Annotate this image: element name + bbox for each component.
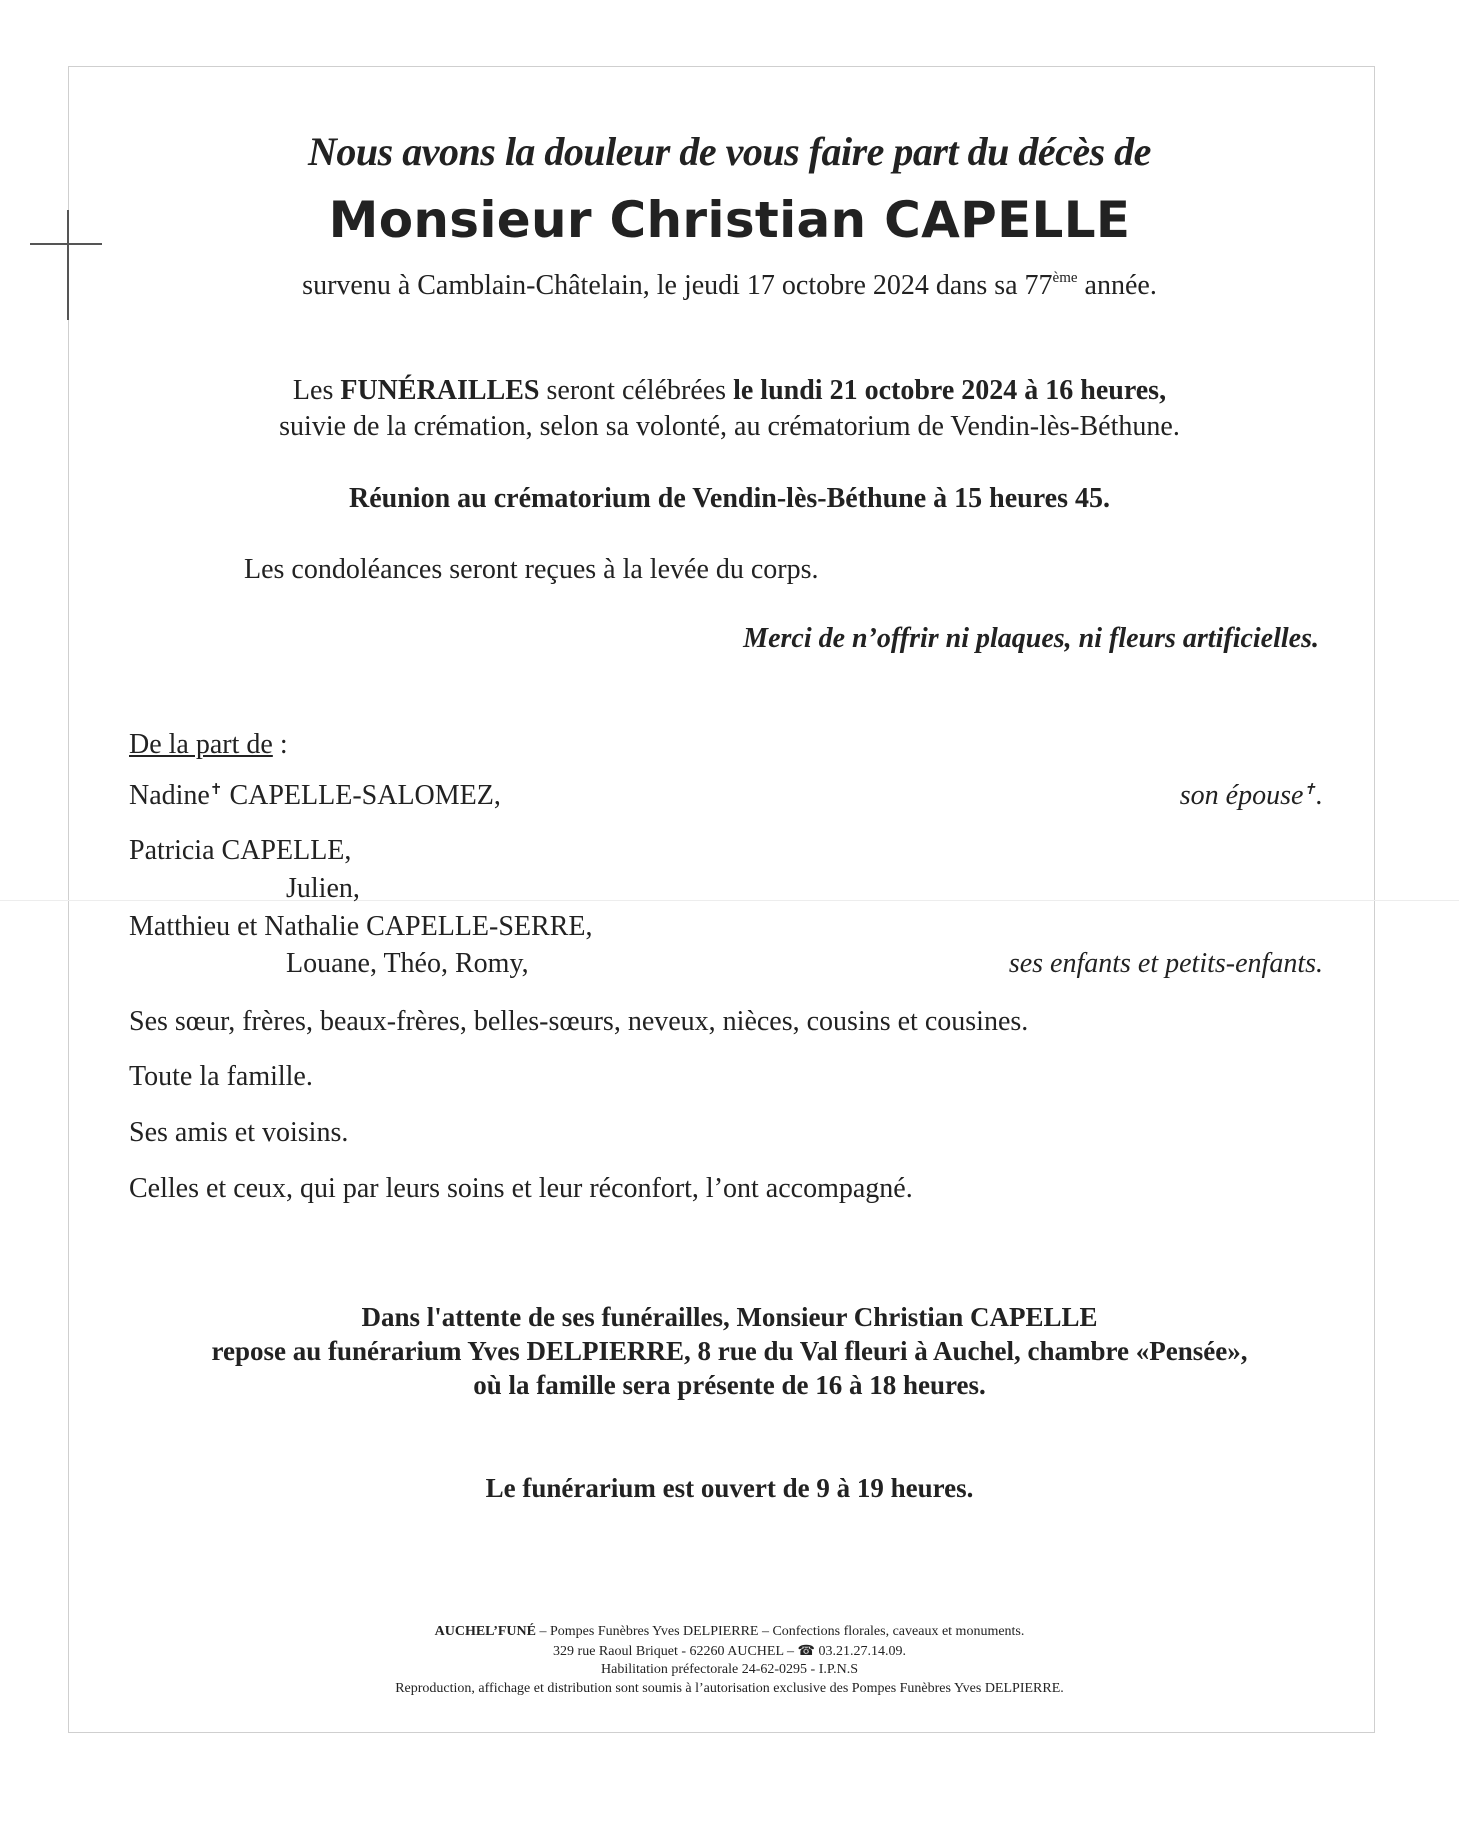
spouse-first-name: Nadine [129,780,210,811]
death-prefix: survenu à Camblain-Châtelain, le jeudi 17 octobre 2024 dans sa 77 [302,270,1053,301]
funerals-mid: seront célébrées [539,375,734,406]
resting-line-1: Dans l'attente de ses funérailles, Monsieur Christian CAPELLE [361,1302,1098,1332]
death-suffix: année. [1077,270,1157,301]
funerals-date: le lundi 21 octobre 2024 à 16 heures, [733,375,1167,406]
deceased-name: Monsieur Christian CAPELLE [328,191,1131,249]
children-relation: ses enfants et petits-enfants. [1008,948,1323,979]
footer-company-line [0,1624,1459,1640]
child-2: Matthieu et Nathalie CAPELLE-SERRE, [129,911,593,942]
deceased-cross-icon: ✝ [1303,782,1316,798]
resting-line-3: où la famille sera présente de 16 à 18 heures. [473,1370,986,1400]
friends-line: Ses amis et voisins. [129,1117,349,1148]
condolences-line: Les condoléances seront reçues à la levée du corps. [244,554,819,585]
spouse-name [129,780,501,812]
footer-company: AUCHEL’FUNÉ [434,1624,536,1639]
resting-line-2: repose au funérarium Yves DELPIERRE, 8 rue du Val fleuri à Auchel, chambre «Pensée», [211,1336,1248,1366]
footer-address: 329 rue Raoul Briquet - 62260 AUCHEL – ☎ 03.21.27.14.09. [553,1644,906,1659]
footer-copyright: Reproduction, affichage et distribution sont soumis à l’autorisation exclusive des Pompes Funèbres Yves DELPIERRE. [395,1681,1064,1696]
spouse-relation-end: . [1316,780,1323,811]
funerals-word: FUNÉRAILLES [340,375,540,406]
opening-hours: Le funérarium est ouvert de 9 à 19 heures. [485,1473,974,1503]
child-1: Patricia CAPELLE, [129,835,352,866]
footer-license: Habilitation préfectorale 24-62-0295 - I.P.N.S [601,1662,858,1677]
spouse-relation-label: son épouse [1179,780,1304,811]
grandchildren-2: Louane, Théo, Romy, [286,948,529,979]
grandchild-1: Julien, [286,873,360,904]
intro-line: Nous avons la douleur de vous faire part du décès de [308,129,1151,174]
reunion-line: Réunion au crématorium de Vendin-lès-Béthune à 15 heures 45. [349,483,1110,514]
footer-services: – Pompes Funèbres Yves DELPIERRE – Confections florales, caveaux et monuments. [536,1624,1025,1639]
family-heading-colon: : [272,729,288,760]
deceased-cross-icon: ✝ [209,782,223,798]
funerals-line [0,375,1459,407]
funerals-pre: Les [292,375,341,406]
fold-line [0,900,1459,901]
spouse-last-name: CAPELLE-SALOMEZ, [222,780,501,811]
siblings-line: Ses sœur, frères, beaux-frères, belles-sœurs, neveux, nièces, cousins et cousines. [129,1006,1029,1037]
carers-line: Celles et ceux, qui par leurs soins et leur réconfort, l’ont accompagné. [129,1173,913,1204]
family-heading [129,729,288,761]
family-line: Toute la famille. [129,1061,313,1092]
family-heading-label: De la part de [129,729,273,760]
death-line [0,270,1459,302]
death-ordinal-sup: ème [1052,269,1078,286]
cremation-line: suivie de la crémation, selon sa volonté, au crématorium de Vendin-lès-Béthune. [279,411,1180,442]
spouse-relation [1180,780,1323,812]
flowers-request: Merci de n’offrir ni plaques, ni fleurs artificielles. [743,623,1319,654]
